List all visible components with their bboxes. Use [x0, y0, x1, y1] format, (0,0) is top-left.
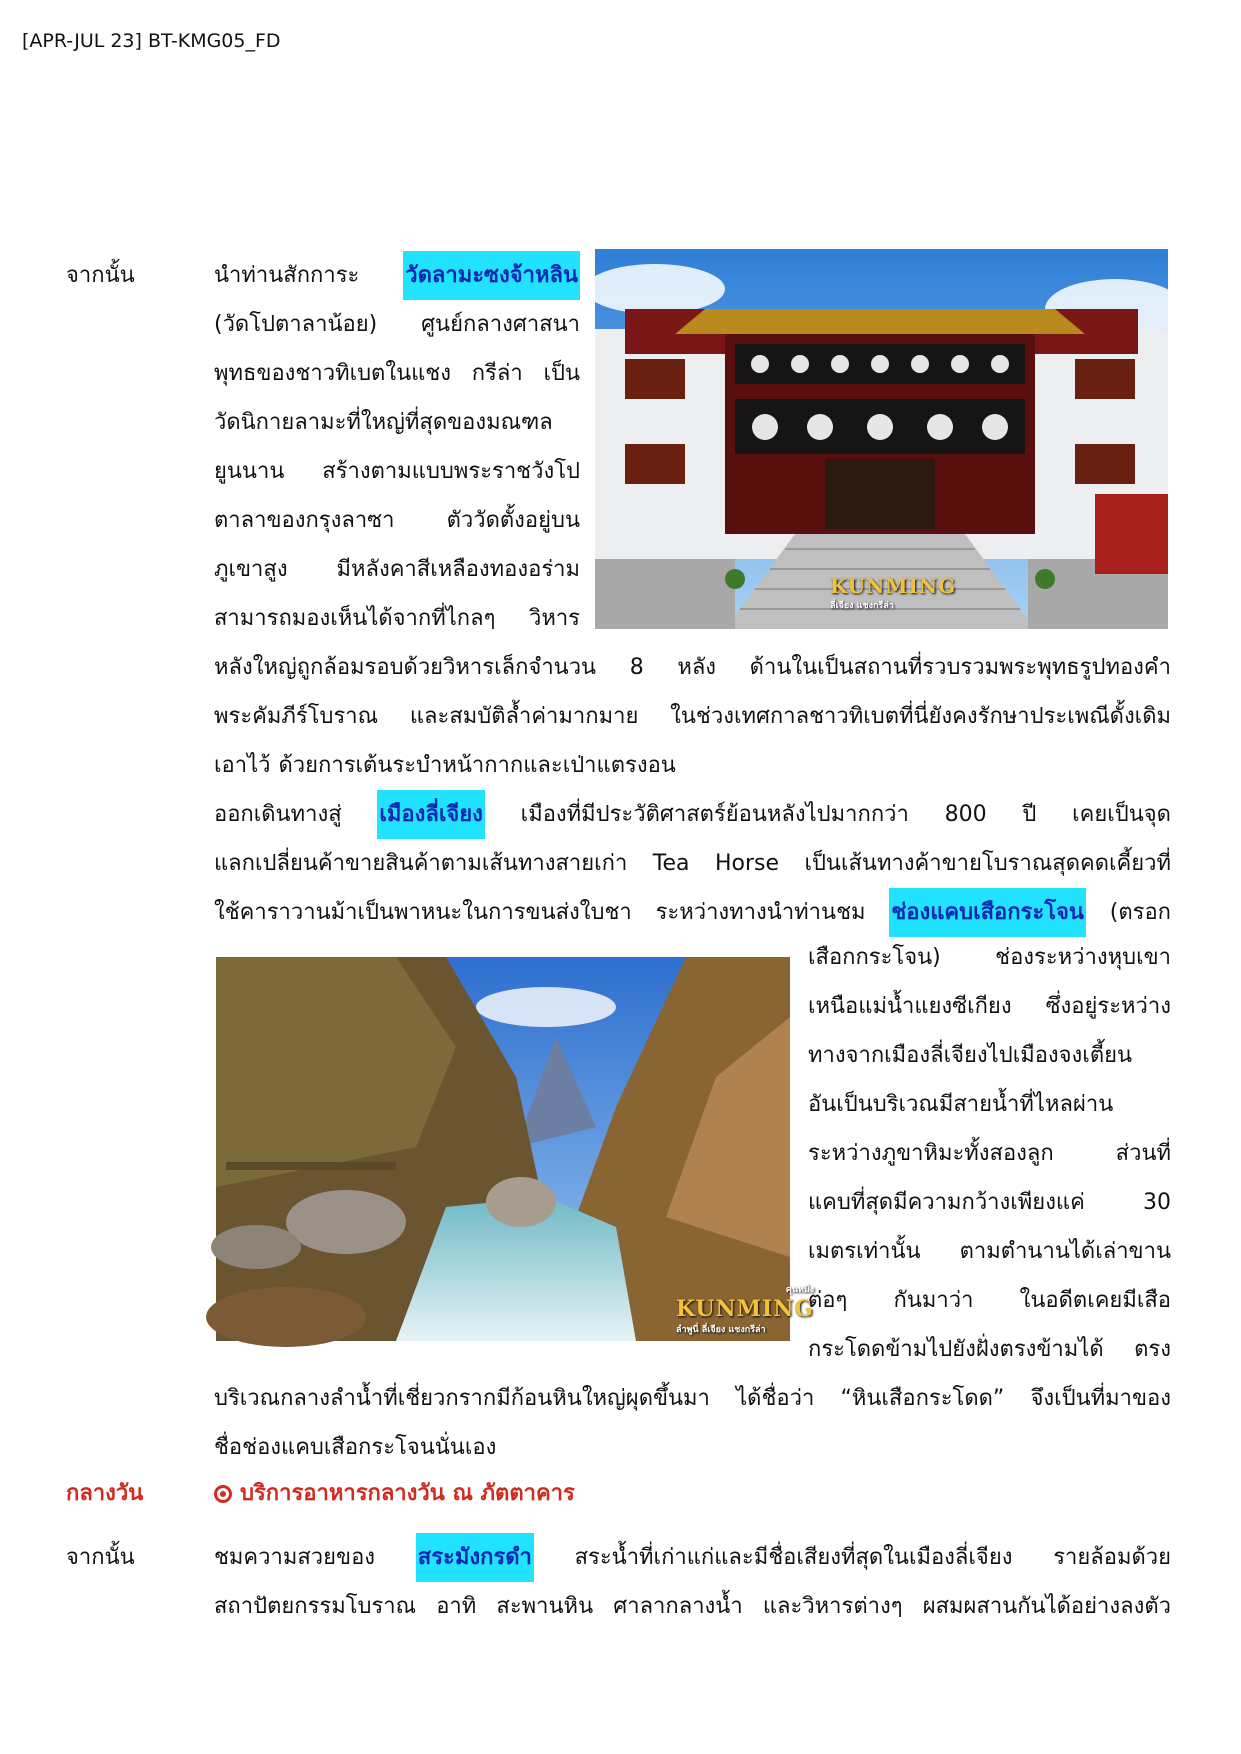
text-line — [808, 1178, 1171, 1227]
text-word: (วัดโปตาลาน้อย) — [214, 312, 378, 337]
lunch-label: กลางวัน — [66, 1481, 144, 1506]
text-line — [214, 643, 1171, 692]
text-word: ทางจากเมืองลี่เจียงไปเมืองจงเตี้ยน — [808, 1043, 1133, 1068]
text-word: มีหลังคาสีเหลืองทองอร่าม — [336, 557, 580, 582]
section1-full-text — [214, 643, 1171, 790]
text-word: ตัววัดตั้งอยู่บน — [446, 508, 580, 533]
text-word: เมตรเท่านั้น — [808, 1239, 921, 1264]
text-word: กันมาว่า — [893, 1288, 974, 1313]
text-word: ปี — [1022, 802, 1037, 827]
text-word: ศูนย์กลางศาสนา — [421, 312, 580, 337]
text-line — [214, 1582, 1171, 1631]
text-word: 30 — [1143, 1190, 1171, 1215]
section3-full-text — [214, 1533, 1171, 1631]
text-word: เป็น — [543, 361, 580, 386]
text-word: ชื่อช่องแคบเสือกระโจนนั่นเอง — [214, 1435, 497, 1460]
text-word: “หินเสือกระโดด” — [840, 1386, 1005, 1411]
text-line — [808, 982, 1171, 1031]
highlighted-place-name: ช่องแคบเสือกระโจน — [889, 888, 1086, 937]
text-line — [214, 1374, 1171, 1423]
text-word: สร้างตามแบบพระราชวังโป — [322, 459, 580, 484]
text-line — [214, 1423, 1171, 1472]
text-line — [214, 545, 580, 594]
lunch-text: บริการอาหารกลางวัน ณ ภัตตาคาร — [240, 1481, 575, 1506]
section1-wrapped-text — [214, 251, 580, 643]
text-word: บริเวณกลางลำน้ำที่เชี่ยวกรากมีก้อนหินใหญ่ผุดขึ้นมา — [214, 1386, 710, 1411]
highlighted-place-name: สระมังกรดำ — [416, 1533, 534, 1582]
section1-label: จากนั้น — [66, 263, 135, 288]
text-word: ด้วยการเต้นระบำหน้ากากและเป่าแตรงอน — [278, 753, 676, 778]
text-word: ผสมผสานกันได้อย่างลงตัว — [922, 1594, 1171, 1619]
text-line — [808, 933, 1171, 982]
text-word: ต่อๆ — [808, 1288, 848, 1313]
lunch-line — [214, 1469, 575, 1518]
section3-label: จากนั้น — [66, 1545, 135, 1570]
text-word: 8 — [629, 655, 644, 680]
text-word: Horse — [714, 851, 779, 876]
text-line — [214, 741, 1171, 790]
text-word: ซึ่งอยู่ระหว่าง — [1045, 994, 1171, 1019]
text-word: เคยเป็นจุด — [1072, 802, 1171, 827]
text-line — [214, 692, 1171, 741]
text-word: ตรง — [1134, 1337, 1171, 1362]
text-word: ด้านในเป็นสถานที่รวบรวมพระพุทธรูปทองคำ — [749, 655, 1171, 680]
text-line — [808, 1227, 1171, 1276]
text-line — [808, 1080, 1171, 1129]
text-word: เมืองที่มีประวัติศาสตร์ย้อนหลังไปมากกว่า — [520, 802, 909, 827]
text-word: ใช้คาราวานม้าเป็นพาหนะในการขนส่งใบชา — [214, 900, 632, 925]
text-word: กระโดดข้ามไปยังฝั่งตรงข้ามได้ — [808, 1337, 1104, 1362]
text-word: ส่วนที่ — [1115, 1141, 1171, 1166]
text-word: (ตรอก — [1109, 900, 1171, 925]
section2-full-text — [214, 790, 1171, 937]
text-word: ได้ชื่อว่า — [736, 1386, 815, 1411]
text-word: ยูนนาน — [214, 459, 285, 484]
section2-tail-text — [214, 1374, 1171, 1472]
section2-wrapped-text — [808, 933, 1171, 1374]
text-word: ตาลาของกรุงลาซา — [214, 508, 395, 533]
text-line — [214, 447, 580, 496]
text-word: สระน้ำที่เก่าแก่และมีชื่อเสียงที่สุดในเมืองลี่เจียง — [574, 1545, 1013, 1570]
text-word: อันเป็นบริเวณมีสายน้ำที่ไหลผ่าน — [808, 1092, 1114, 1117]
text-word: Tea — [652, 851, 690, 876]
text-word: อาทิ — [436, 1594, 477, 1619]
text-word: กรีล่า — [471, 361, 523, 386]
text-word: หลัง — [677, 655, 717, 680]
text-word: และสมบัติล้ำค่ามากมาย — [409, 704, 639, 729]
text-line — [214, 300, 580, 349]
text-word: ระหว่างทางนำท่านชม — [655, 900, 866, 925]
text-line — [808, 1129, 1171, 1178]
doc-code: [APR-JUL 23] BT-KMG05_FD — [22, 30, 281, 52]
text-line — [808, 1031, 1171, 1080]
text-word: ออกเดินทางสู่ — [214, 802, 342, 827]
text-line — [214, 594, 580, 643]
text-word: เอาไว้ — [214, 753, 271, 778]
text-line — [214, 496, 580, 545]
text-word: พุทธของชาวทิเบตในแชง — [214, 361, 451, 386]
text-word: รายล้อมด้วย — [1053, 1545, 1171, 1570]
text-word: แลกเปลี่ยนค้าขายสินค้าตามเส้นทางสายเก่า — [214, 851, 628, 876]
text-line — [808, 1276, 1171, 1325]
text-line — [214, 349, 580, 398]
text-word: เหนือแม่น้ำแยงซีเกียง — [808, 994, 1012, 1019]
text-word: วิหาร — [528, 606, 580, 631]
text-word: ช่องระหว่างหุบเขา — [995, 945, 1171, 970]
dish-icon — [214, 1485, 232, 1503]
highlighted-place-name: วัดลามะซงจ้าหลิน — [403, 251, 580, 300]
highlighted-place-name: เมืองลี่เจียง — [377, 790, 485, 839]
text-word: ในช่วงเทศกาลชาวทิเบตที่นี่ยังคงรักษาประเพณีดั้งเดิม — [670, 704, 1171, 729]
text-word: สถาปัตยกรรมโบราณ — [214, 1594, 417, 1619]
text-word: นำท่านสักการะ — [214, 263, 360, 288]
text-word: พระคัมภีร์โบราณ — [214, 704, 379, 729]
text-line — [214, 251, 580, 300]
text-word: หลังใหญ่ถูกล้อมรอบด้วยวิหารเล็กจำนวน — [214, 655, 597, 680]
text-word: แคบที่สุดมีความกว้างเพียงแค่ — [808, 1190, 1085, 1215]
text-line — [214, 398, 580, 447]
text-word: เสือกกระโจน) — [808, 945, 941, 970]
text-word: จึงเป็นที่มาของ — [1030, 1386, 1171, 1411]
text-word: ตามตำนานได้เล่าขาน — [959, 1239, 1171, 1264]
text-word: ชมความสวยของ — [214, 1545, 376, 1570]
text-word: เป็นเส้นทางค้าขายโบราณสุดคดเคี้ยวที่ — [804, 851, 1171, 876]
text-word: สะพานหิน — [496, 1594, 594, 1619]
text-line — [214, 888, 1171, 937]
text-word: ในอดีตเคยมีเสือ — [1019, 1288, 1171, 1313]
gorge-photo — [216, 957, 815, 1341]
text-word: ระหว่างภูขาหิมะทั้งสองลูก — [808, 1141, 1054, 1166]
text-word: ภูเขาสูง — [214, 557, 288, 582]
text-line — [214, 790, 1171, 839]
text-word: วัดนิกายลามะที่ใหญ่ที่สุดของมณฑล — [214, 410, 553, 435]
text-word: และวิหารต่างๆ — [762, 1594, 903, 1619]
text-line — [214, 1533, 1171, 1582]
temple-photo-watermark: KUNMING ลี่เจียง แชงกรีล่า — [830, 574, 957, 611]
text-word: 800 — [944, 802, 987, 827]
text-word: ศาลากลางน้ำ — [613, 1594, 743, 1619]
text-word: สามารถมองเห็นได้จากที่ไกลๆ — [214, 606, 496, 631]
text-line — [808, 1325, 1171, 1374]
gorge-photo-watermark: คุนหมิง KUNMING ลำพูนี่ ลี่เจียง แชงกรีล่า — [676, 1285, 815, 1335]
text-line — [214, 839, 1171, 888]
temple-photo — [595, 249, 1168, 629]
